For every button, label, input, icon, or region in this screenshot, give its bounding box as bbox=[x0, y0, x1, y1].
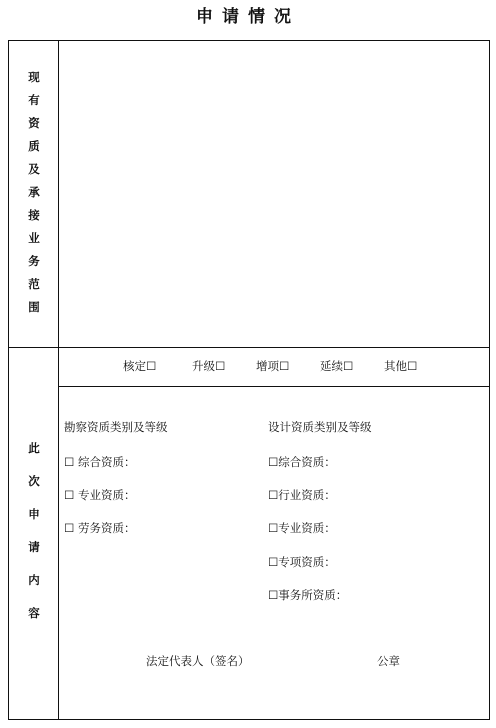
current-qualification-content-area[interactable] bbox=[60, 42, 488, 346]
table-bottom-border bbox=[8, 719, 490, 720]
table-top-border bbox=[8, 40, 490, 41]
table-right-border bbox=[489, 40, 490, 720]
option-upgrade-checkbox[interactable]: 升级☐ bbox=[192, 359, 226, 373]
official-seal-label: 公章 bbox=[377, 654, 400, 668]
application-type-options bbox=[60, 358, 490, 376]
design-industry-checkbox[interactable]: ☐行业资质： bbox=[268, 488, 336, 502]
options-divider bbox=[59, 386, 490, 387]
option-verify-checkbox[interactable]: 核定☐ bbox=[123, 359, 157, 373]
option-renew-checkbox[interactable]: 延续☐ bbox=[320, 359, 354, 373]
option-add-item-checkbox[interactable]: 增项☐ bbox=[256, 359, 290, 373]
survey-labor-checkbox[interactable]: ☐ 劳务资质： bbox=[64, 521, 136, 535]
survey-heading: 勘察资质类别及等级 bbox=[64, 420, 168, 434]
survey-comprehensive-checkbox[interactable]: ☐ 综合资质： bbox=[64, 455, 136, 469]
page-title: 申请情况 bbox=[196, 7, 300, 27]
design-heading: 设计资质类别及等级 bbox=[268, 420, 372, 434]
legal-representative-signature: 法定代表人（签名） bbox=[146, 654, 250, 668]
design-comprehensive-checkbox[interactable]: ☐综合资质： bbox=[268, 455, 336, 469]
design-special-item-checkbox[interactable]: ☐专项资质： bbox=[268, 555, 336, 569]
section-divider bbox=[8, 347, 490, 348]
current-qualification-label: 现 有 资 质 及 承 接 业 务 范 围 bbox=[28, 70, 40, 314]
option-other-checkbox[interactable]: 其他☐ bbox=[384, 359, 418, 373]
survey-specialty-checkbox[interactable]: ☐ 专业资质： bbox=[64, 488, 136, 502]
design-firm-checkbox[interactable]: ☐事务所资质： bbox=[268, 588, 348, 602]
application-content-label: 此 次 申 请 内 容 bbox=[28, 441, 40, 620]
design-specialty-checkbox[interactable]: ☐专业资质： bbox=[268, 521, 336, 535]
